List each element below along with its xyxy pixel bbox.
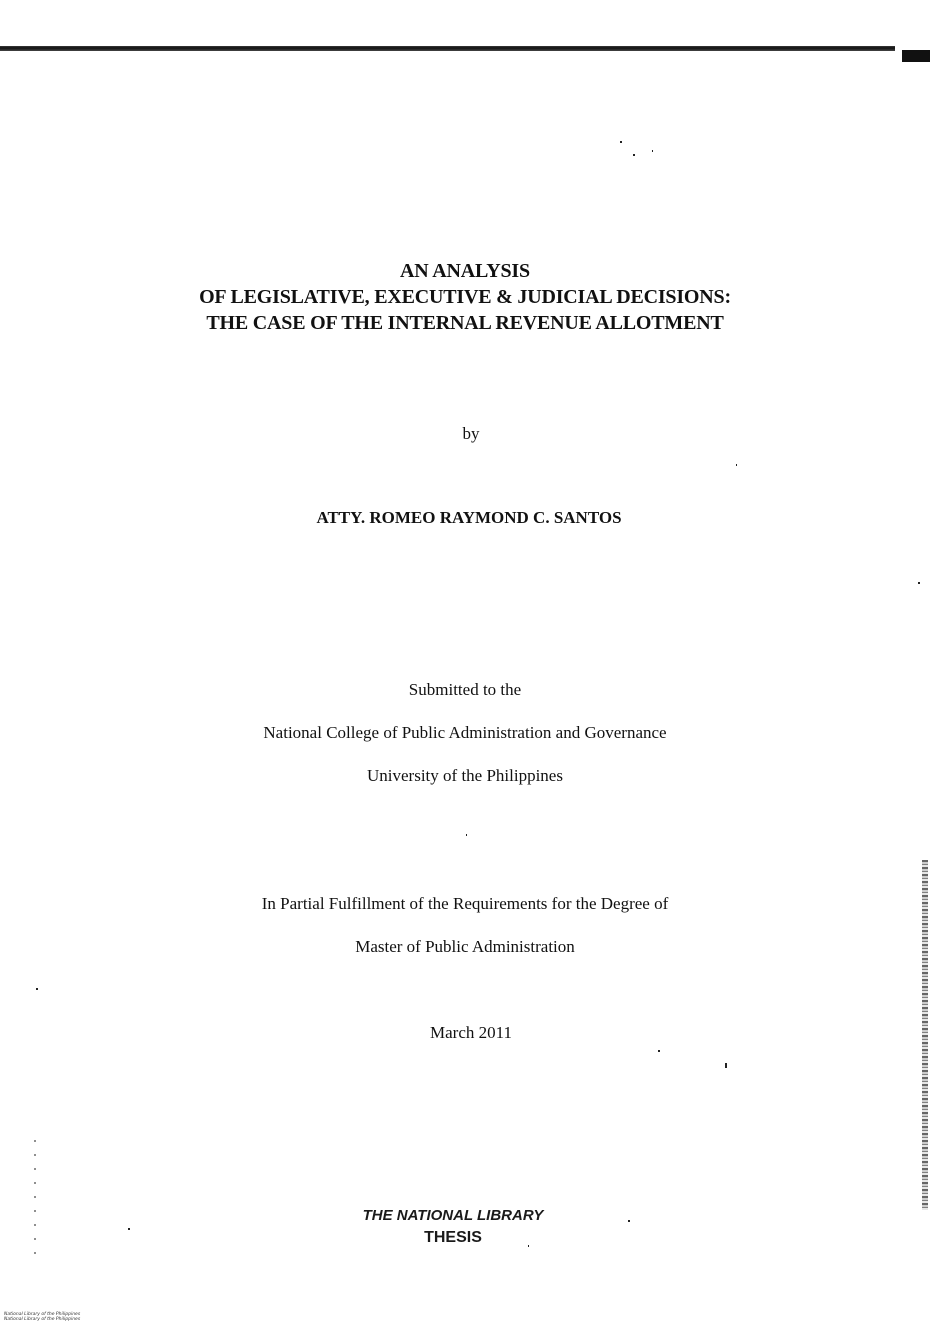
college-name: National College of Public Administration and Governance: [263, 723, 667, 742]
footer-line-1: National Library of the Philippines: [4, 1312, 81, 1317]
by-label: by: [462, 424, 480, 443]
university-name: University of the Philippines: [367, 766, 563, 785]
submission-date: March 2011: [430, 1023, 512, 1042]
title-line-1: AN ANALYSIS: [400, 260, 530, 282]
submitted-to-text: Submitted to the: [408, 680, 522, 699]
title-line-2: OF LEGISLATIVE, EXECUTIVE & JUDICIAL DECISIONS:: [199, 286, 731, 308]
scan-speck: [620, 141, 622, 143]
footer-line-2: National Library of the Philippines: [4, 1317, 81, 1322]
scan-footer-watermark: [4, 1312, 80, 1322]
scan-speck: [633, 154, 635, 156]
partial-fulfillment-text: In Partial Fulfillment of the Requirements for the Degree of: [261, 894, 669, 913]
scan-speck: [36, 988, 38, 990]
scan-speck: [918, 582, 920, 584]
scan-speck: [736, 464, 737, 466]
title-line-3: THE CASE OF THE INTERNAL REVENUE ALLOTMENT: [206, 312, 724, 334]
scan-speck: [652, 150, 653, 152]
scan-speck: [725, 1063, 727, 1068]
library-stamp-line-2: THESIS: [424, 1229, 482, 1246]
thesis-title: [0, 258, 930, 336]
scan-corner-mark: [902, 50, 930, 62]
library-stamp-line-1: THE NATIONAL LIBRARY: [362, 1207, 544, 1224]
author-name: ATTY. ROMEO RAYMOND C. SANTOS: [316, 508, 622, 527]
scan-speck: [658, 1050, 660, 1052]
scan-top-border: [0, 46, 895, 51]
degree-name: Master of Public Administration: [355, 937, 575, 956]
scan-speck: [466, 834, 467, 836]
